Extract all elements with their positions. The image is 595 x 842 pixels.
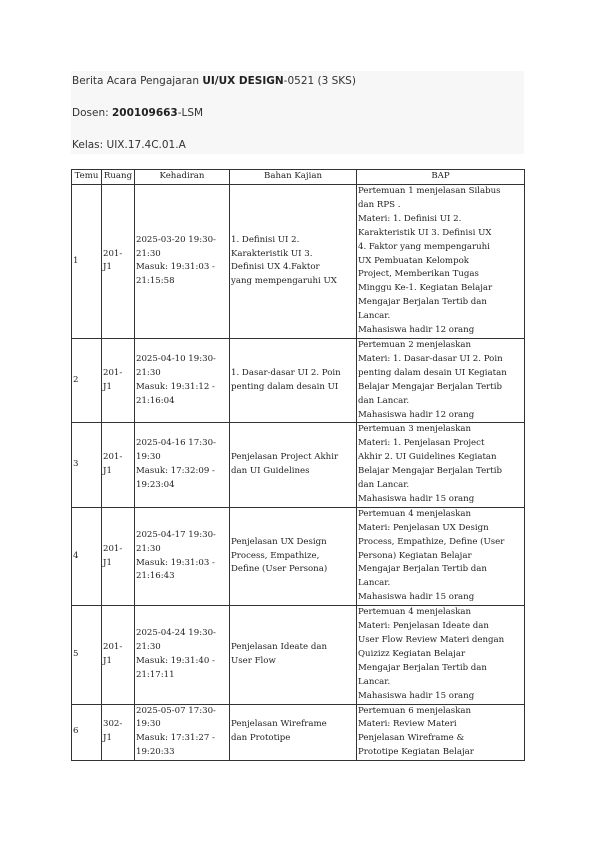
col-header-ruang: Ruang (102, 170, 135, 185)
course-code: -0521 (3 SKS) (283, 75, 356, 87)
bap-value: Pertemuan 2 menjelaskan Materi: 1. Dasar-dasar UI 2. Poin penting dalam desain UI Kegiatan Belajar Mengajar Berjalan Tertib dan Lancar. Mahasiswa hadir 12 orang (358, 339, 507, 420)
table-row (72, 507, 525, 605)
cell-kehadiran (135, 606, 230, 704)
col-header-bahan-kajian: Bahan Kajian (230, 170, 357, 185)
cell-kehadiran (135, 507, 230, 605)
cell-bahan-kajian (230, 185, 357, 339)
kehadiran-value: 2025-04-17 19:30- 21:30 Masuk: 19:31:03 - 21:16:43 (136, 529, 216, 582)
bahan-value: Penjelasan Ideate dan User Flow (231, 641, 327, 666)
cell-ruang (102, 185, 135, 339)
lecturer-label: Dosen: (72, 107, 112, 119)
kehadiran-value: 2025-04-16 17:30- 19:30 Masuk: 17:32:09 - 19:23:04 (136, 438, 216, 491)
cell-temu (72, 185, 102, 339)
cell-kehadiran (135, 338, 230, 422)
cell-ruang (102, 507, 135, 605)
bahan-value: Penjelasan Project Akhir dan UI Guidelines (231, 452, 339, 477)
lecturer-line (72, 107, 203, 119)
class-line: Kelas: UIX.17.4C.01.A (72, 139, 186, 151)
kehadiran-value: 2025-05-07 17:30- 19:30 Masuk: 17:31:27 - 19:20:33 (136, 705, 216, 758)
temu-value: 4 (73, 550, 79, 561)
ruang-value: 201- J1 (103, 641, 123, 666)
course-title-prefix: Berita Acara Pengajaran (72, 75, 203, 87)
bahan-value: 1. Definisi UI 2. Karakteristik UI 3. Definisi UX 4.Faktor yang mempengaruhi UX (231, 234, 337, 287)
cell-bahan-kajian (230, 704, 357, 761)
ruang-value: 201- J1 (103, 367, 123, 392)
temu-value: 1 (73, 255, 79, 266)
bap-value: Pertemuan 4 menjelaskan Materi: Penjelasan UX Design Process, Empathize, Define (User Persona) Kegiatan Belajar Mengajar Berjalan Tertib dan Lancar. Mahasiswa hadir 15 orang (358, 508, 505, 603)
table-header-row (72, 170, 525, 185)
cell-temu (72, 704, 102, 761)
cell-bap (357, 507, 525, 605)
cell-kehadiran (135, 423, 230, 507)
cell-bap (357, 338, 525, 422)
bap-value: Pertemuan 3 menjelaskan Materi: 1. Penjelasan Project Akhir 2. UI Guidelines Kegiatan Belajar Mengajar Berjalan Tertib dan Lancar. Mahasiswa hadir 15 orang (358, 424, 502, 504)
temu-value: 2 (73, 374, 79, 385)
bap-value: Pertemuan 6 menjelaskan Materi: Review Materi Penjelasan Wireframe & Prototipe Kegiatan Belajar (358, 705, 474, 758)
cell-bap (357, 704, 525, 761)
table-row (72, 606, 525, 704)
cell-bahan-kajian (230, 423, 357, 507)
cell-bap (357, 423, 525, 507)
cell-bap (357, 185, 525, 339)
cell-ruang (102, 423, 135, 507)
table-row (72, 185, 525, 339)
cell-temu (72, 507, 102, 605)
table-row (72, 423, 525, 507)
temu-value: 5 (73, 648, 79, 659)
bahan-value: Penjelasan UX Design Process, Empathize, Define (User Persona) (231, 536, 328, 575)
course-name: UI/UX DESIGN (202, 75, 284, 87)
cell-temu (72, 423, 102, 507)
cell-kehadiran (135, 185, 230, 339)
cell-temu (72, 338, 102, 422)
document-header (71, 71, 524, 154)
ruang-value: 302- J1 (103, 719, 123, 744)
attendance-table (71, 169, 525, 761)
kehadiran-value: 2025-03-20 19:30- 21:30 Masuk: 19:31:03 - 21:15:58 (136, 234, 216, 287)
bahan-value: 1. Dasar-dasar UI 2. Poin penting dalam desain UI (231, 367, 341, 392)
cell-ruang (102, 606, 135, 704)
kehadiran-value: 2025-04-24 19:30- 21:30 Masuk: 19:31:40 - 21:17:11 (136, 628, 216, 680)
cell-ruang (102, 338, 135, 422)
cell-bahan-kajian (230, 338, 357, 422)
table-row (72, 704, 525, 761)
ruang-value: 201- J1 (103, 543, 123, 568)
table-row (72, 338, 525, 422)
cell-bap (357, 606, 525, 704)
cell-ruang (102, 704, 135, 761)
kehadiran-value: 2025-04-10 19:30- 21:30 Masuk: 19:31:12 - 21:16:04 (136, 353, 216, 406)
ruang-value: 201- J1 (103, 248, 123, 273)
temu-value: 3 (73, 459, 79, 470)
lecturer-id: 200109663 (111, 107, 178, 119)
ruang-value: 201- J1 (103, 452, 123, 477)
col-header-temu: Temu (72, 170, 102, 185)
bap-value: Pertemuan 1 menjelasan Silabus dan RPS . Materi: 1. Definisi UI 2. Karakteristik UI 3. Definisi UX 4. Faktor yang mempengaruhi UX Pembuatan Kelompok Project, Memberikan Tugas Minggu Ke-1. Kegiatan Belajar Mengajar Berjalan Tertib dan Lancar. Mahasiswa hadir 12 orang (358, 186, 501, 336)
temu-value: 6 (73, 726, 79, 737)
cell-bahan-kajian (230, 507, 357, 605)
cell-kehadiran (135, 704, 230, 761)
col-header-kehadiran: Kehadiran (135, 170, 230, 185)
course-title (72, 75, 356, 87)
cell-bahan-kajian (230, 606, 357, 704)
bahan-value: Penjelasan Wireframe dan Prototipe (231, 719, 327, 744)
col-header-bap: BAP (357, 170, 525, 185)
lecturer-suffix: -LSM (177, 107, 204, 119)
cell-temu (72, 606, 102, 704)
bap-value: Pertemuan 4 menjelaskan Materi: Penjelasan Ideate dan User Flow Review Materi dengan Quizizz Kegiatan Belajar Mengajar Berjalan Tertib dan Lancar. Mahasiswa hadir 15 orang (358, 607, 505, 701)
